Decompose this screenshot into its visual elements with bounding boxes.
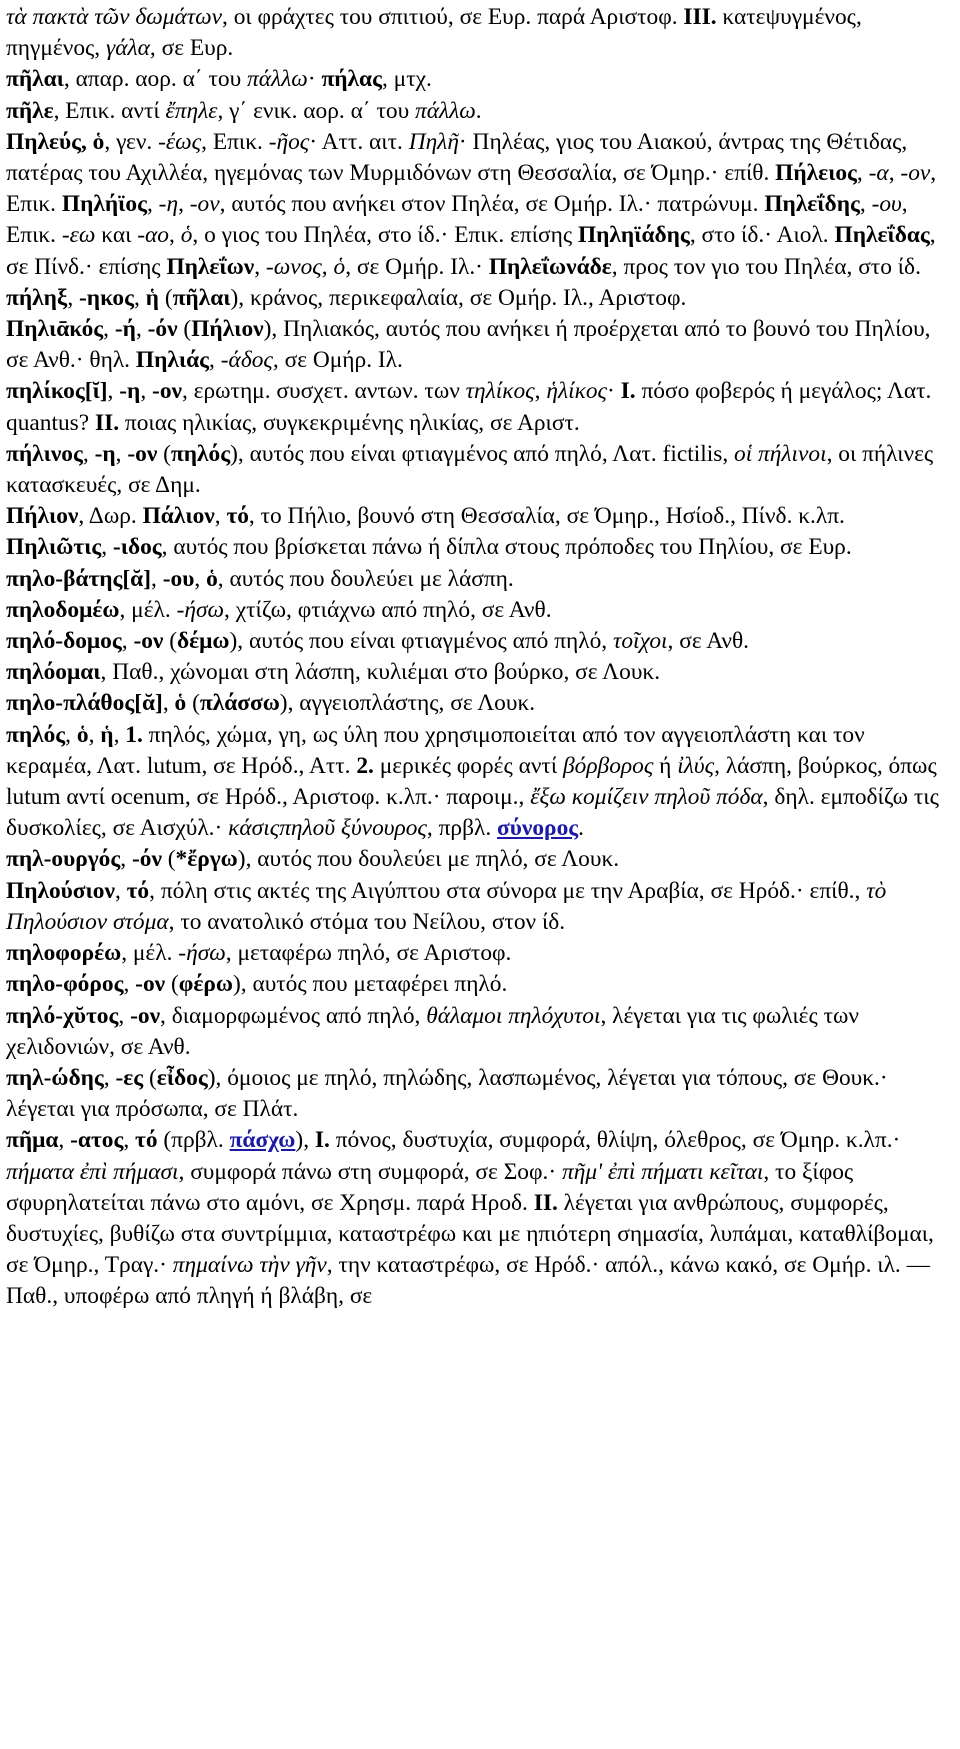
headword-text: εἶδος [156, 1064, 208, 1091]
headword-text: -ες [115, 1064, 144, 1091]
dictionary-entry [6, 376, 952, 438]
definition-text: . [578, 815, 584, 842]
headword-text: πηλο-βάτης[ᾰ] [6, 565, 152, 592]
definition-text: , Επικ. [6, 191, 908, 249]
definition-text: , γεν. [104, 128, 159, 155]
dictionary-entry [6, 2, 952, 64]
italic-text: -ωνος [265, 253, 322, 280]
definition-text: ( [177, 316, 192, 343]
definition-text: (πρβλ. [157, 1127, 230, 1154]
headword-text: πηλο-φόρος [6, 971, 124, 998]
definition-text: , [113, 721, 126, 748]
definition-text: , [101, 534, 113, 561]
italic-text: θάλαμοι πηλόχυτοι [426, 1002, 601, 1029]
definition-text: , γ΄ ενικ. αορ. α΄ του [217, 97, 416, 124]
headword-text: 1. [125, 721, 143, 748]
definition-text: , [133, 284, 146, 311]
definition-text: , δηλ. εμποδίζω τις δυσκολίες, σε Αισχύλ.· [6, 784, 939, 842]
italic-text: ἔξω κομίζειν πηλοῦ πόδα [530, 784, 763, 811]
definition-text: , μέλ. [121, 940, 179, 967]
definition-text: ), αυτός που είναι φτιαγμένος από πηλό, Λατ. fictilis, [230, 440, 735, 467]
dictionary-entry [6, 1063, 952, 1125]
italic-text: τοῖχοι [612, 628, 668, 655]
italic-text: οἱ πήλινοι [734, 440, 827, 467]
italic-text: -ου [871, 191, 902, 218]
headword-text: Πήλειος [775, 160, 857, 187]
definition-text: · Πηλέας, γιος του Αιακού, άντρας της Θέτιδας, πατέρας του Αχιλλέα, ηγεμόνας των Μυρμιδόνων στη Θεσσαλία, σε Όμηρ.· επίθ. [6, 128, 908, 187]
headword-text: πῆμα [6, 1127, 59, 1154]
headword-text: Πηλεΐωνάδε [488, 253, 612, 280]
definition-text: ποιας ηλικίας, συγκεκριμένης ηλικίας, σε Αριστ. [119, 409, 580, 436]
definition-text: , [121, 628, 134, 655]
definition-text: , [114, 877, 127, 904]
headword-text: πηλοδομέω [6, 596, 120, 623]
definition-text: , [254, 253, 266, 280]
headword-text: πηλός [6, 721, 66, 748]
definition-text: , [118, 1002, 131, 1029]
italic-text: τὸ Πηλούσιον στόμα [6, 877, 887, 935]
definition-text: , [209, 347, 221, 374]
definition-text: , [534, 378, 547, 405]
definition-text: , [103, 1064, 116, 1091]
dictionary-entry [6, 657, 952, 688]
definition-text: ), Πηλιακός, αυτός που ανήκει ή προέρχεται από το βουνό του Πηλίου, σε Ανθ.· θηλ. [6, 316, 931, 374]
italic-text: πημαίνω τὴν γῆν [172, 1252, 327, 1279]
dictionary-entry [6, 96, 952, 127]
headword-text: Πάλιον [142, 503, 215, 530]
definition-text: · [307, 66, 322, 93]
italic-text: -έως [158, 128, 202, 155]
definition-text: , μτχ. [381, 66, 432, 93]
definition-text: , σε Ευρ. [149, 35, 234, 62]
italic-text: ἰλύς [677, 752, 715, 779]
definition-text: , συμφορά πάνω στη συμφορά, σε Σοφ.· [178, 1158, 562, 1185]
dictionary-entry [6, 626, 952, 657]
headword-text: -η [94, 440, 116, 467]
definition-text: , [123, 1127, 136, 1154]
dictionary-entry [6, 720, 952, 845]
definition-text: ( [186, 690, 200, 717]
definition-text: , Παθ., χώνομαι στη λάσπη, κυλιέμαι στο βούρκο, σε Λουκ. [100, 659, 661, 686]
definition-text: ή [653, 752, 678, 779]
definition-text: , [169, 222, 181, 249]
definition-text: , [88, 721, 101, 748]
definition-text: , μέλ. [119, 596, 177, 623]
headword-text: πηλο-πλάθος[ᾰ] [6, 690, 163, 717]
definition-text: , λέγεται για τις φωλιές των χελιδονιών, σε Ανθ. [6, 1002, 859, 1060]
italic-text: -α [868, 160, 889, 187]
italic-text: ὁ [333, 253, 346, 280]
definition-text: , το ξίφος σφυρηλατείται πάνω στο αμόνι, σε Χρησμ. παρά Ηροδ. [6, 1158, 854, 1216]
headword-text: -όν [131, 846, 162, 873]
definition-text: , διαμορφωμένος από πηλό, [160, 1002, 427, 1029]
definition-text: , αυτός που δουλεύει με λάσπη. [217, 565, 514, 592]
definition-text: , [146, 191, 159, 218]
headword-text: πλάσσω [199, 690, 280, 717]
headword-text: πηλό-δομος [6, 628, 122, 655]
definition-text: , το Πήλιο, βουνό στη Θεσσαλία, σε Όμηρ., Ησίοδ., Πίνδ. κ.λπ. [248, 503, 845, 530]
italic-text: ὁ [180, 222, 193, 249]
italic-text: πάλλω [415, 97, 476, 124]
headword-text: Πηλεΐδας [834, 222, 930, 249]
headword-text: πῆλαι [6, 66, 64, 93]
italic-text: -ήσω [178, 940, 226, 967]
definition-text: , αυτός που ανήκει στον Πηλέα, σε Ομήρ. Ιλ.· πατρώνυμ. [219, 191, 765, 218]
headword-text: Πήλιον [191, 316, 264, 343]
dictionary-entry [6, 64, 952, 95]
headword-text: πηλοφορέω [6, 940, 122, 967]
definition-text: ( [157, 440, 171, 467]
definition-text: , στο ίδ.· Αιολ. [689, 222, 835, 249]
headword-text: -ον [133, 628, 164, 655]
headword-text: II. [533, 1189, 558, 1216]
dictionary-entry [6, 595, 952, 626]
dictionary-entry [6, 938, 952, 969]
italic-text: ἡλίκος [546, 378, 608, 405]
definition-text: και [95, 222, 138, 249]
headword-text: -ηκος [79, 284, 134, 311]
italic-text: -η [158, 191, 179, 218]
headword-text: πῆλαι [172, 284, 231, 311]
dictionary-entry [6, 127, 952, 283]
definition-text: , σε Ανθ. [667, 628, 750, 655]
italic-text: βόρβορος [562, 752, 654, 779]
definition-text: , [115, 440, 128, 467]
dictionary-entry [6, 314, 952, 376]
headword-text: -ον [127, 440, 158, 467]
headword-text: Πηλιῶτις [6, 534, 102, 561]
definition-text: , Επικ. [6, 160, 937, 218]
headword-text: III. [683, 4, 717, 30]
dictionary-entry [6, 688, 952, 719]
definition-text: , το ανατολικό στόμα του Νείλου, στον ίδ. [168, 908, 566, 935]
definition-text: , λάσπη, βούρκος, όπως lutum αντί ocenum, σε Ηρόδ., Αριστοφ. κ.λπ.· παροιμ., [6, 752, 937, 811]
headword-text: -ή [114, 316, 136, 343]
definition-text: , οι πήλινες κατασκευές, σε Δημ. [6, 440, 934, 499]
definition-text: ), αυτός που μεταφέρει πηλό. [232, 971, 508, 998]
dictionary-entry [6, 844, 952, 875]
definition-text: ( [163, 628, 178, 655]
definition-text: λέγεται για ανθρώπους, συμφορές, δυστυχίες, βυθίζω στα συντρίμμια, καταστρέφω και με ηπιότερη σημασία, λυπάμαι, καταθλίβομαι, σε Όμηρ., Τραγ.· [6, 1189, 934, 1279]
definition-text: , [123, 971, 136, 998]
headword-text: Πήλιον [6, 503, 79, 530]
italic-text: τὰ πακτὰ τῶν δωμάτων [6, 4, 223, 30]
headword-text: πηλίκος[ῐ] [6, 378, 108, 405]
italic-text: ἔπηλε [165, 97, 218, 124]
italic-text: -ον [900, 160, 931, 187]
definition-text: , [162, 690, 175, 717]
headword-text: Πηλιάς [135, 347, 210, 374]
headword-text: ὁ [206, 565, 218, 592]
definition-text: ( [165, 971, 179, 998]
definition-text: , την καταστρέφω, σε Ηρόδ.· απόλ., κάνω κακό, σε Ομήρ. ιλ. — Παθ., υποφέρω από πληγή ή βλάβη, σε [6, 1252, 930, 1310]
definition-text: , [859, 191, 872, 218]
italic-text: -αο [137, 222, 169, 249]
definition-text: , ερωτημ. συσχετ. αντων. των [181, 378, 466, 405]
headword-text: -η [119, 378, 141, 405]
headword-text: -ον [130, 1002, 161, 1029]
definition-text: πηλός, χώμα, γη, ως ύλη που χρησιμοποιείται από τον αγγειοπλάστη και τον κεραμέα, Λατ. lutum, σε Ηρόδ., Αττ. [6, 721, 865, 779]
definition-text: πόνος, δυστυχία, συμφορά, θλίψη, όλεθρος, σε Όμηρ. κ.λπ.· [329, 1127, 901, 1154]
headword-text: ὁ [76, 721, 89, 748]
dictionary-entry [6, 439, 952, 501]
headword-text: Πηλεΐων [166, 253, 255, 280]
headword-text: Πηληϊάδης [577, 222, 690, 249]
definition-text: , Δωρ. [78, 503, 143, 530]
headword-text: I. [620, 378, 636, 405]
italic-text: τηλίκος [465, 378, 535, 405]
definition-text: · [607, 378, 621, 405]
headword-text: τό [126, 877, 150, 904]
headword-text: 2. [356, 752, 374, 779]
definition-text: , [856, 160, 869, 187]
italic-text: Πηλῆ [408, 128, 459, 155]
headword-text: ὁ [174, 690, 187, 717]
italic-text: γάλα [105, 35, 150, 62]
italic-text: πάλλω [247, 66, 308, 93]
definition-text: ), όμοιος με πηλό, πηλώδης, λασπωμένος, λέγεται για τόπους, σε Θουκ.· λέγεται για πρόσωπα, σε Πλάτ. [6, 1064, 888, 1123]
headword-text: πηλό-χῠτος [6, 1002, 119, 1029]
definition-text: , [58, 1127, 71, 1154]
headword-text: Πηλούσιον [6, 877, 115, 904]
definition-text: , [214, 503, 227, 530]
definition-text: μερικές φορές αντί [373, 752, 563, 779]
cross-reference-link[interactable]: σύνορος [497, 815, 579, 842]
headword-text: I. [314, 1127, 330, 1154]
definition-text: , [65, 721, 77, 748]
definition-text: , πόλη στις ακτές της Αιγύπτου στα σύνορα με την Αραβία, σε Ηρόδ.· επίθ., [149, 877, 867, 904]
italic-text: -άδος [220, 347, 273, 374]
italic-text: -ήσω [176, 596, 225, 623]
headword-text: Πηλιᾱκός [6, 316, 104, 343]
cross-reference-link[interactable]: πάσχω [229, 1127, 296, 1154]
definition-text: , προς τον γιο του Πηλέα, στο ίδ. [611, 253, 921, 280]
definition-text: ( [161, 846, 176, 873]
dictionary-entry [6, 564, 952, 595]
definition-text: , [103, 316, 115, 343]
headword-text: πήληξ [6, 284, 68, 311]
headword-text: -ου [162, 565, 195, 592]
italic-text: κάσιςπηλοῦ ξύνουρος [228, 815, 427, 842]
definition-text: , [194, 565, 207, 592]
headword-text: *ἔργω [175, 846, 238, 873]
italic-text: -ον [189, 191, 220, 218]
definition-text: , πρβλ. [426, 815, 498, 842]
headword-text: -όν [147, 316, 178, 343]
headword-text: πῆλε [6, 97, 54, 124]
definition-text: , [120, 846, 132, 873]
headword-text: -ον [152, 378, 182, 405]
dictionary-entry [6, 1001, 952, 1063]
headword-text: Πηλήϊος [61, 191, 147, 218]
definition-text: , Επικ. αντί [53, 97, 166, 124]
definition-text: ), [295, 1127, 315, 1154]
definition-text: , [135, 316, 148, 343]
headword-text: Πηλεύς, ὁ [6, 128, 105, 155]
headword-text: πηλόομαι [6, 659, 101, 686]
definition-text: κατεψυγμένος, πηγμένος, [6, 4, 862, 62]
definition-text: , σε Ομήρ. Ιλ. [272, 347, 403, 374]
dictionary-entry [6, 1125, 952, 1312]
definition-text: , [67, 284, 80, 311]
definition-text: ), αυτός που είναι φτιαγμένος από πηλό, [229, 628, 613, 655]
dictionary-entry [6, 532, 952, 563]
definition-text: , Επικ. [201, 128, 269, 155]
headword-text: Πηλεΐδης [764, 191, 860, 218]
headword-text: -ατος [70, 1127, 124, 1154]
definition-text: ), κράνος, περικεφαλαία, σε Ομήρ. Ιλ., Αριστοφ. [230, 284, 687, 311]
headword-text: πήλινος [6, 440, 83, 467]
dictionary-entry [6, 876, 952, 938]
definition-text: , [140, 378, 153, 405]
dictionary-entry [6, 283, 952, 314]
definition-text: , σε Ομήρ. Ιλ.· [345, 253, 489, 280]
headword-text: -ιδος [112, 534, 162, 561]
headword-text: τό [135, 1127, 158, 1154]
definition-text: , [151, 565, 163, 592]
italic-text: πῆμ' ἐπὶ πήματι κεῖται [562, 1158, 764, 1185]
italic-text: πήματα ἐπὶ πήμασι [6, 1158, 179, 1185]
definition-text: ), αυτός που δουλεύει με πηλό, σε Λουκ. [237, 846, 620, 873]
definition-text: , [178, 191, 190, 218]
definition-text: ( [158, 284, 173, 311]
headword-text: πηλ-ουργός [6, 846, 121, 873]
dictionary-entry [6, 501, 952, 532]
definition-text: , μεταφέρω πηλό, σε Αριστοφ. [225, 940, 512, 967]
definition-text: . [475, 97, 482, 124]
headword-text: -ον [135, 971, 166, 998]
definition-text: , χτίζω, φτιάχνω από πηλό, σε Ανθ. [224, 596, 552, 623]
headword-text: πηλ-ώδης [6, 1064, 104, 1091]
definition-text: , [82, 440, 95, 467]
headword-text: τό [226, 503, 249, 530]
headword-text: δέμω [177, 628, 230, 655]
definition-text: , οι φράχτες του σπιτιού, σε Ευρ. παρά Αριστοφ. [222, 4, 684, 30]
definition-text: , αυτός που βρίσκεται πάνω ή δίπλα στους πρόποδες του Πηλίου, σε Ευρ. [161, 534, 852, 561]
headword-text: φέρω [178, 971, 233, 998]
definition-text: ), αγγειοπλάστης, σε Λουκ. [279, 690, 536, 717]
headword-text: II. [95, 409, 120, 436]
definition-text: , [107, 378, 120, 405]
definition-text: , σε Πίνδ.· επίσης [6, 222, 936, 280]
dictionary-entry [6, 969, 952, 1000]
definition-text: πόσο φοβερός ή μεγάλος; Λατ. quantus? [6, 378, 932, 436]
headword-text: ἡ [145, 284, 159, 311]
headword-text: πηλός [170, 440, 231, 467]
definition-text: · Αττ. αιτ. [309, 128, 409, 155]
definition-text: , [321, 253, 334, 280]
italic-text: -εω [61, 222, 96, 249]
headword-text: ἡ [100, 721, 114, 748]
headword-text: πήλας [321, 66, 382, 93]
italic-text: -ῆος [268, 128, 310, 155]
definition-text: ( [143, 1064, 157, 1091]
definition-text: , απαρ. αορ. α΄ του [63, 66, 248, 93]
definition-text: , [888, 160, 901, 187]
definition-text: , ο γιος του Πηλέα, στο ίδ.· Επικ. επίσης [192, 222, 578, 249]
